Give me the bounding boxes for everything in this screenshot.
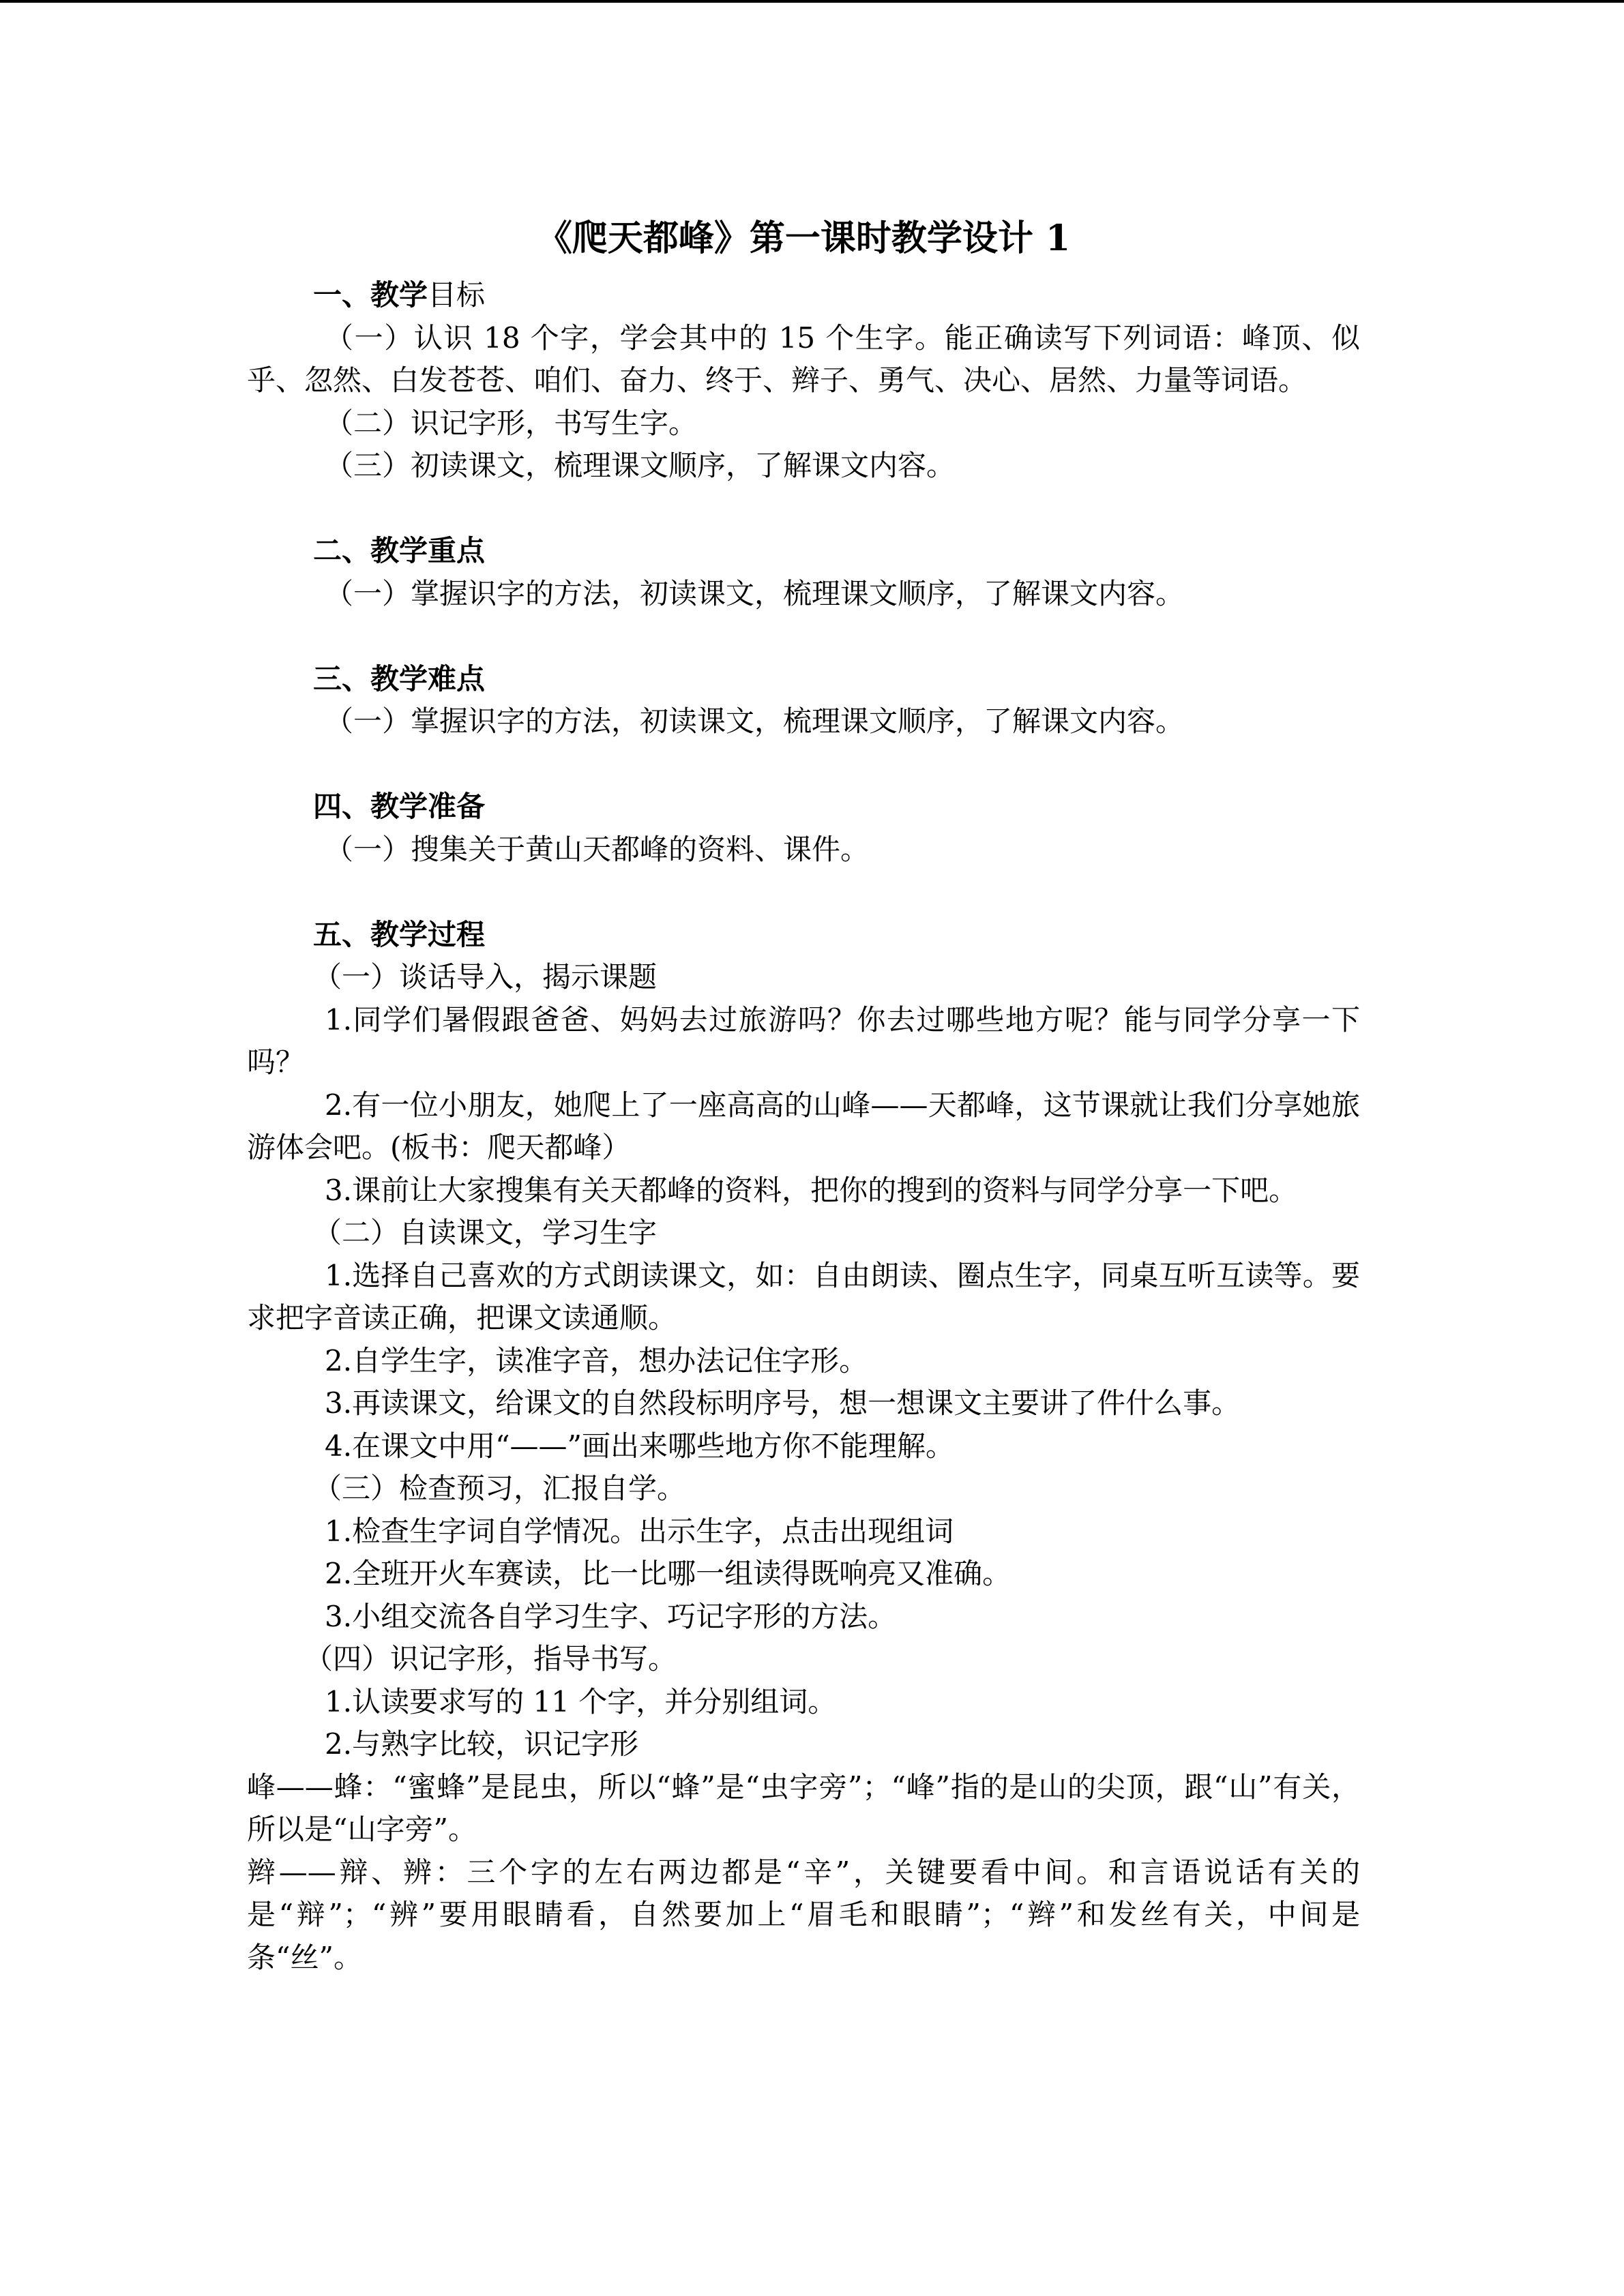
process-section-title: （一）谈话导入，揭示课题 [313, 960, 658, 994]
process-step: 3.小组交流各自学习生字、巧记字形的方法。 [325, 1599, 897, 1633]
document-title: 《爬天都峰》第一课时教学设计 1 [536, 218, 1071, 259]
preparation-heading: 四、教学准备 [313, 790, 486, 823]
process-heading: 五、教学过程 [313, 917, 486, 951]
process-step: 2.有一位小朋友，她爬上了一座高高的山峰——天都峰，这节课就让我们分享她旅游体会吧。(板书：爬天都峰） [247, 1088, 1360, 1164]
difficulties-heading: 三、教学难点 [313, 661, 486, 696]
process-section-title: （二）自读课文，学习生字 [313, 1216, 658, 1249]
process-step: 1.检查生字词自学情况。出示生字，点击出现组词 [325, 1514, 954, 1548]
objectives-heading-normal: 目标 [428, 278, 486, 312]
character-comparison-note: 峰——蜂：“蜜蜂”是昆虫，所以“蜂”是“虫字旁”；“峰”指的是山的尖顶，跟“山”有关，所以是“山字旁”。 [247, 1770, 1360, 1846]
process-section-title: （三）检查预习，汇报自学。 [313, 1472, 686, 1505]
character-comparison-note: 辫——辩、辨：三个字的左右两边都是“辛”，关键要看中间。和言语说话有关的是“辩”；“辨”要用眼睛看，自然要加上“眉毛和眼睛”；“辫”和发丝有关，中间是条“丝”。 [247, 1855, 1360, 1974]
process-section-title: （四）识记字形，指导书写。 [304, 1642, 677, 1675]
process-step: 2.全班开火车赛读，比一比哪一组读得既响亮又准确。 [325, 1557, 1012, 1590]
objectives-heading [247, 274, 1360, 317]
process-step: 2.自学生字，读准字音，想办法记住字形。 [325, 1343, 868, 1377]
page-top-border [0, 0, 1624, 3]
process-step: 3.课前让大家搜集有关天都峰的资料，把你的搜到的资料与同学分享一下吧。 [325, 1173, 1298, 1207]
objective-item: （一）认识 18 个字，学会其中的 15 个生字。能正确读写下列词语：峰顶、似乎、忽然、白发苍苍、咱们、奋力、终于、辫子、勇气、决心、居然、力量等词语。 [247, 320, 1360, 397]
process-step: 3.再读课文，给课文的自然段标明序号，想一想课文主要讲了件什么事。 [325, 1386, 1241, 1420]
process-step: 2.与熟字比较，识记字形 [325, 1727, 639, 1761]
objective-item: （三）初读课文，梳理课文顺序，了解课文内容。 [325, 449, 956, 482]
process-step: 1.选择自己喜欢的方式朗读课文，如：自由朗读、圈点生字，同桌互听互读等。要求把字音读正确，把课文读通顺。 [247, 1258, 1360, 1335]
process-step: 1.同学们暑假跟爸爸、妈妈去过旅游吗？你去过哪些地方呢？能与同学分享一下吗？ [247, 1002, 1360, 1079]
objectives-heading-bold: 一、教学 [313, 278, 428, 312]
difficulty-item: （一）掌握识字的方法，初读课文，梳理课文顺序，了解课文内容。 [325, 704, 1185, 738]
objective-item: （二）识记字形，书写生字。 [325, 406, 698, 440]
preparation-item: （一）搜集关于黄山天都峰的资料、课件。 [325, 832, 870, 866]
process-step: 1.认读要求写的 11 个字，并分别组词。 [325, 1684, 837, 1718]
key-point-item: （一）掌握识字的方法，初读课文，梳理课文顺序，了解课文内容。 [325, 576, 1185, 610]
process-step: 4.在课文中用“——”画出来哪些地方你不能理解。 [325, 1429, 955, 1463]
document-page [247, 205, 1360, 1979]
key-points-heading: 二、教学重点 [313, 534, 486, 567]
